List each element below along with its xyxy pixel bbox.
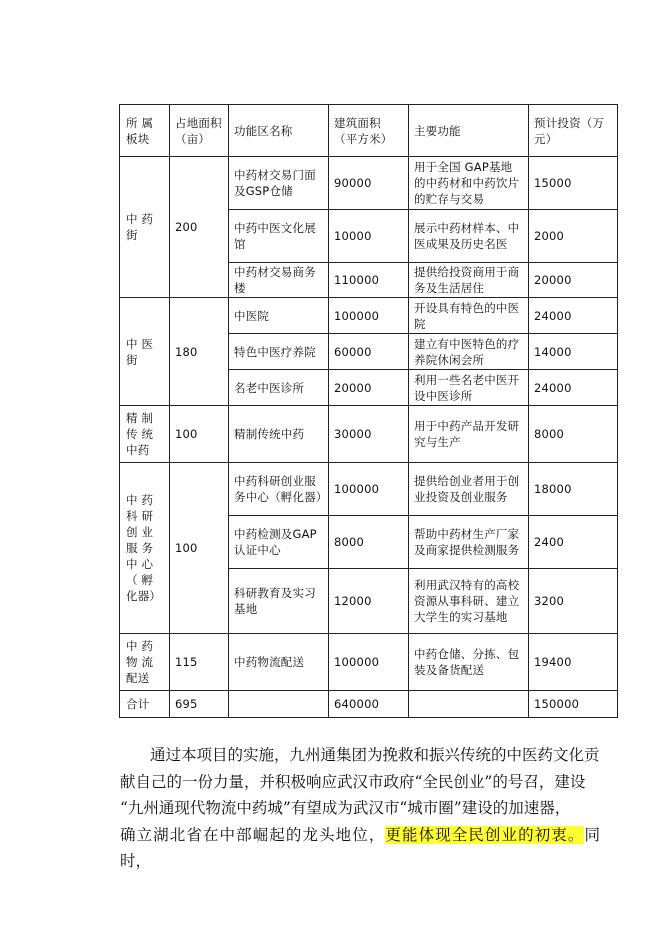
investment-cell: 8000 bbox=[529, 406, 618, 463]
zone-name-cell: 特色中医疗养院 bbox=[229, 334, 329, 370]
investment-cell: 24000 bbox=[529, 298, 618, 334]
main-function-cell: 展示中药材样本、中医成果及历史名医 bbox=[409, 210, 529, 263]
highlighted-text: 更能体现全民创业的初衷。 bbox=[385, 825, 585, 844]
investment-cell: 3200 bbox=[529, 569, 618, 634]
paragraph-line: “九州通现代物流中药城”有望成为武汉市“城市圈”建设的加速器， bbox=[120, 799, 571, 817]
paragraph-line: 献自己的一份力量，并积极响应武汉市政府“全民创业”的号召，建设 bbox=[120, 772, 586, 791]
investment-cell: 15000 bbox=[529, 157, 618, 210]
zone-name-cell: 中药物流配送 bbox=[229, 634, 329, 691]
zone-name-cell: 中药科研创业服务中心（孵化器） bbox=[229, 463, 329, 516]
paragraph-line: 通过本项目的实施，九州通集团为挽救和振兴传统的中医药文化贡 bbox=[150, 746, 600, 764]
total-area-cell: 695 bbox=[170, 691, 229, 718]
paragraph-line bbox=[120, 822, 600, 875]
zone-name-cell: 中医院 bbox=[229, 298, 329, 334]
floor-area-cell: 90000 bbox=[329, 157, 409, 210]
investment-cell: 14000 bbox=[529, 334, 618, 370]
floor-area-cell: 110000 bbox=[329, 263, 409, 298]
paragraph-text: 确立湖北省在中部崛起的龙头地位， bbox=[120, 825, 386, 844]
floor-area-cell: 100000 bbox=[329, 463, 409, 516]
zone-name-cell: 精制传统中药 bbox=[229, 406, 329, 463]
table-row bbox=[120, 463, 618, 516]
main-function-cell: 用于全国 GAP基地的中药材和中药饮片的贮存与交易 bbox=[409, 157, 529, 210]
floor-area-cell: 30000 bbox=[329, 406, 409, 463]
zone-name-cell: 中药材交易门面及GSP仓储 bbox=[229, 157, 329, 210]
main-function-cell: 中药仓储、分拣、包装及备货配送 bbox=[409, 634, 529, 691]
floor-area-cell: 12000 bbox=[329, 569, 409, 634]
sector-cell: 精 制传 统中药 bbox=[120, 406, 170, 463]
zone-name-cell: 中药中医文化展馆 bbox=[229, 210, 329, 263]
land-area-cell: 100 bbox=[170, 463, 229, 634]
land-area-cell: 180 bbox=[170, 298, 229, 406]
investment-cell: 18000 bbox=[529, 463, 618, 516]
investment-cell: 19400 bbox=[529, 634, 618, 691]
main-function-cell: 帮助中药材生产厂家及商家提供检测服务 bbox=[409, 516, 529, 569]
paragraph-text: 同 时， bbox=[120, 825, 600, 870]
zone-name-cell: 科研教育及实习基地 bbox=[229, 569, 329, 634]
total-investment-cell: 150000 bbox=[529, 691, 618, 718]
investment-table bbox=[119, 104, 618, 718]
main-function-cell: 用于中药产品开发研究与生产 bbox=[409, 406, 529, 463]
table-row bbox=[120, 298, 618, 334]
body-paragraph bbox=[120, 742, 600, 875]
header-area: 占地面积（亩） bbox=[170, 105, 229, 157]
investment-cell: 2000 bbox=[529, 210, 618, 263]
table-row bbox=[120, 157, 618, 210]
header-floor-area: 建筑面积（平方米） bbox=[329, 105, 409, 157]
main-function-cell: 提供给创业者用于创业投资及创业服务 bbox=[409, 463, 529, 516]
zone-name-cell: 中药材交易商务楼 bbox=[229, 263, 329, 298]
investment-cell: 24000 bbox=[529, 370, 618, 406]
header-main-function: 主要功能 bbox=[409, 105, 529, 157]
total-empty-cell bbox=[229, 691, 329, 718]
main-function-cell: 建立有中医特色的疗养院休闲会所 bbox=[409, 334, 529, 370]
header-investment: 预计投资（万元） bbox=[529, 105, 618, 157]
sector-cell: 中 医街 bbox=[120, 298, 170, 406]
floor-area-cell: 100000 bbox=[329, 298, 409, 334]
zone-name-cell: 名老中医诊所 bbox=[229, 370, 329, 406]
total-label-cell: 合计 bbox=[120, 691, 170, 718]
table-header-row bbox=[120, 105, 618, 157]
table-row bbox=[120, 406, 618, 463]
main-function-cell: 利用武汉特有的高校资源从事科研、建立大学生的实习基地 bbox=[409, 569, 529, 634]
floor-area-cell: 100000 bbox=[329, 634, 409, 691]
zone-name-cell: 中药检测及GAP认证中心 bbox=[229, 516, 329, 569]
total-row bbox=[120, 691, 618, 718]
main-function-cell: 提供给投资商用于商务及生活居住 bbox=[409, 263, 529, 298]
land-area-cell: 200 bbox=[170, 157, 229, 298]
sector-cell: 中 药科 研创 业服 务中 心（ 孵化器） bbox=[120, 463, 170, 634]
investment-cell: 20000 bbox=[529, 263, 618, 298]
header-sector: 所 属板块 bbox=[120, 105, 170, 157]
sector-cell: 中 药街 bbox=[120, 157, 170, 298]
total-empty-cell bbox=[409, 691, 529, 718]
header-zone-name: 功能区名称 bbox=[229, 105, 329, 157]
table-row bbox=[120, 634, 618, 691]
floor-area-cell: 8000 bbox=[329, 516, 409, 569]
floor-area-cell: 60000 bbox=[329, 334, 409, 370]
floor-area-cell: 20000 bbox=[329, 370, 409, 406]
total-floor-cell: 640000 bbox=[329, 691, 409, 718]
main-function-cell: 利用一些名老中医开设中医诊所 bbox=[409, 370, 529, 406]
investment-cell: 2400 bbox=[529, 516, 618, 569]
land-area-cell: 100 bbox=[170, 406, 229, 463]
floor-area-cell: 10000 bbox=[329, 210, 409, 263]
main-function-cell: 开设具有特色的中医院 bbox=[409, 298, 529, 334]
sector-cell: 中 药物 流配送 bbox=[120, 634, 170, 691]
land-area-cell: 115 bbox=[170, 634, 229, 691]
